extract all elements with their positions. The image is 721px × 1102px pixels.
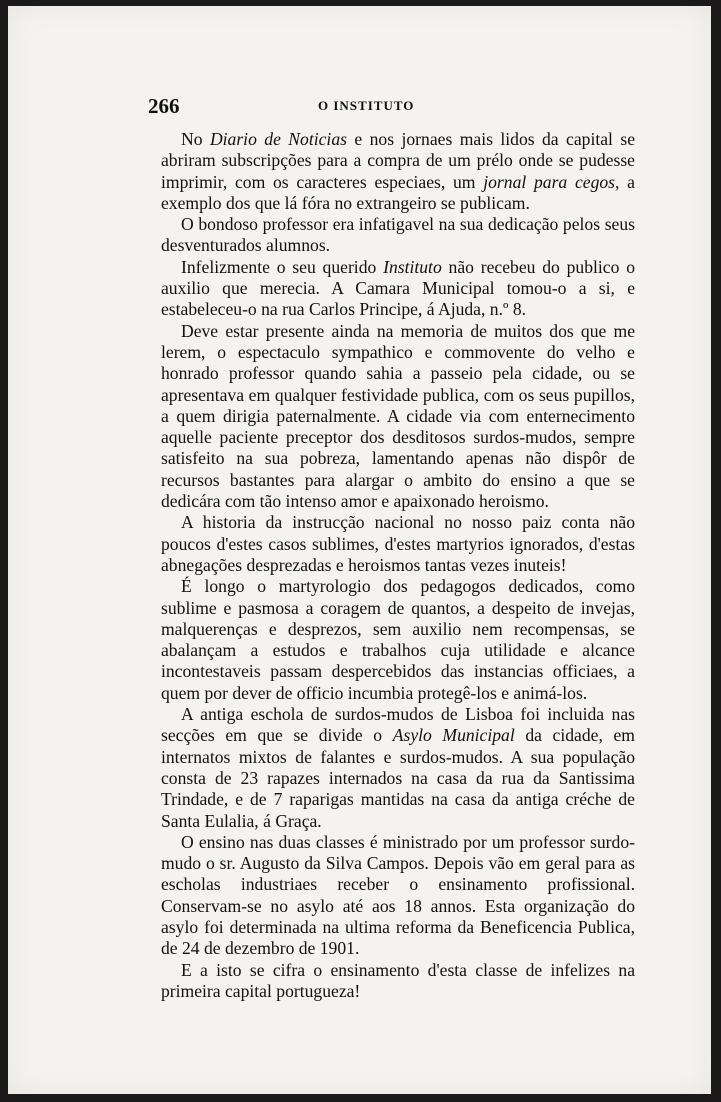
paragraph-run: não recebeu do publico o auxilio que merecia. A Camara Municipal tomou-o a si, e estabeleceu-o na rua Carlos Principe, á Ajuda, n.º 8. [161, 256, 636, 320]
paragraph-9 [161, 960, 635, 1003]
paragraph-run: É longo o martyrologio dos pedagogos dedicados, como sublime e pasmosa a coragem de quantos, a despeito de invejas, malquerenças e desprezos, sem auxilio nem recompensas, se abalançam a estudos e trabalhos cuja utilidade e alcance incontestaveis passam despercebidos das instancias officiaes, a quem por dever de officio incumbia protegê-los e animá-los. [161, 576, 635, 703]
paragraph-5 [161, 512, 635, 576]
paragraph-run: A antiga eschola de surdos-mudos de Lisboa foi incluida nas secções em que se divide o [161, 704, 635, 746]
paragraph-1 [161, 129, 635, 214]
body-text [161, 129, 635, 1002]
paragraph-run: a exemplo dos que lá fóra no extrangeiro se publicam. [161, 171, 635, 213]
paragraph-3 [161, 257, 635, 321]
italic-title: Instituto [383, 256, 442, 277]
page-header [148, 94, 608, 118]
paragraph-run: A historia da instrucção nacional no nosso paiz conta não poucos d'estes casos sublimes, d'estes martyrios ignorados, d'estas abnegações desprezadas e heroismos tantas vezes inuteis! [161, 512, 635, 575]
paragraph-run: Infelizmente o seu querido [181, 256, 384, 277]
paragraph-run: da cidade, em internatos mixtos de falantes e surdos-mudos. A sua população consta de 23 rapazes internados na casa da rua da Santissima Trindade, e de 7 raparigas mantidas na casa da antiga créche de Santa Eulalia, á Graça. [161, 725, 635, 831]
paragraph-run: O ensino nas duas classes é ministrado por um professor surdo-mudo o sr. Augusto da Silva Campos. Depois vão em geral para as escholas industriaes receber o ensinamento profissional. Conservam-se no asylo até aos 18 annos. Esta organização do asylo foi determinada na ultima reforma da Beneficencia Publica, de 24 de dezembro de 1901. [161, 831, 635, 959]
italic-title: Asylo Municipal [392, 725, 515, 746]
paragraph-7 [161, 704, 635, 832]
paragraph-run: Deve estar presente ainda na memoria de muitos dos que me lerem, o espectaculo sympathico e commovente do velho e honrado professor quando sahia a passeio pela cidade, ou se apresentava em qualquer festividade publica, com os seus pupillos, a quem dirigia paternalmente. A cidade via com enternecimento aquelle paciente preceptor dos desditosos surdos-mudos, sempre satisfeito na sua pobreza, lamentando apenas não dispôr de recursos bastantes para alargar o ambito do ensino a que se dedicára com tão intenso amor e apaixonado heroismo. [161, 320, 635, 512]
paragraph-run: No [181, 129, 210, 149]
paragraph-2 [161, 214, 635, 257]
book-page [8, 6, 711, 1094]
paragraph-8 [161, 832, 635, 960]
paragraph-4 [161, 321, 635, 513]
paragraph-run: O bondoso professor era infatigavel na sua dedicação pelos seus desventurados alumnos. [161, 214, 635, 256]
paragraph-run: e nos jornaes mais lidos da capital se abriram subscripções para a compra de um prélo onde se pudesse imprimir, com os caracteres especiaes, um [161, 129, 635, 192]
italic-title: Diario de Noticias [209, 129, 347, 149]
italic-title: jornal para cegos, [483, 171, 620, 192]
page-number: 266 [148, 94, 180, 118]
paragraph-6 [161, 576, 635, 704]
paragraph-run: E a isto se cifra o ensinamento d'esta classe de infelizes na primeira capital portugueza! [161, 959, 635, 1001]
running-head: O INSTITUTO [318, 98, 415, 113]
